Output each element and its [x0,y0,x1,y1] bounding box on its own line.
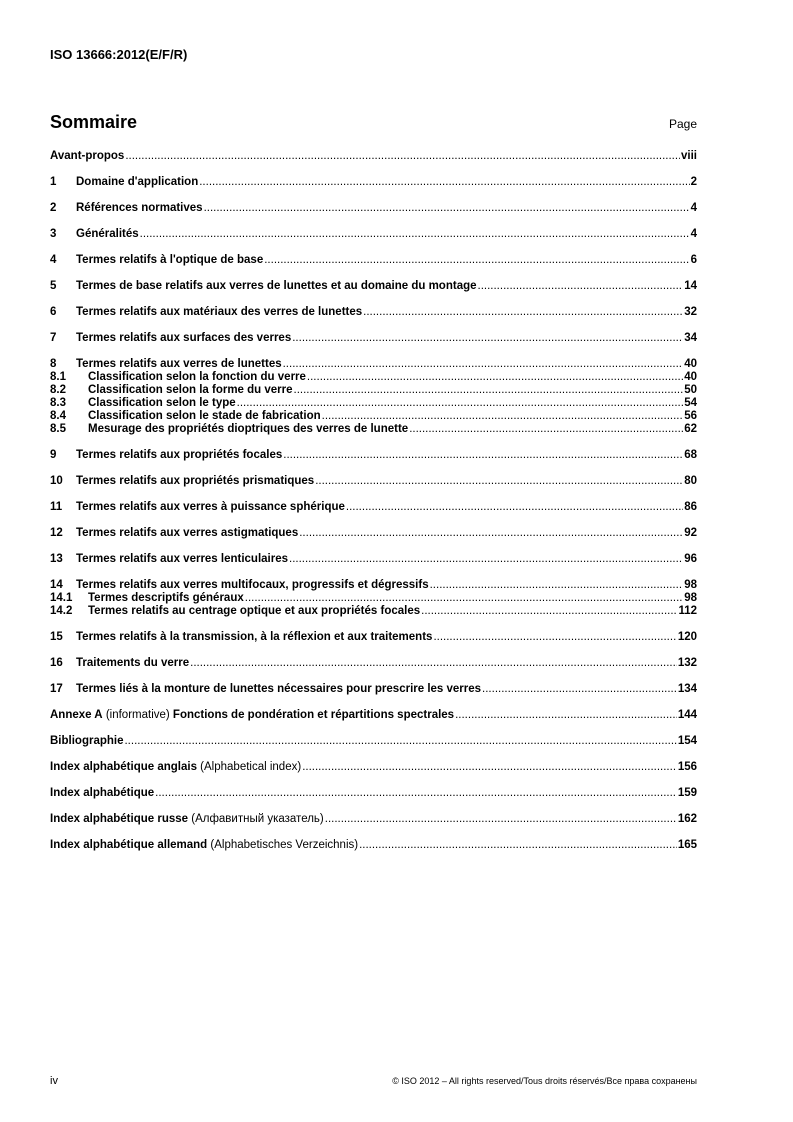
toc-leader-dots [302,761,677,774]
toc-entry-page: 68 [684,449,697,461]
toc-entry-number: 8.1 [50,371,66,383]
toc-entry-number: 6 [50,306,57,318]
page-column-label: Page [668,117,697,131]
toc-entry-page: 40 [684,371,697,383]
toc-entry-page: 165 [677,839,697,851]
toc-entry[interactable] [50,228,697,241]
toc-entry-number: 16 [50,657,63,669]
toc-entry[interactable] [50,709,697,722]
toc-entry[interactable] [50,280,697,293]
toc-leader-dots [363,306,683,319]
toc-entry-number: 4 [50,254,57,266]
toc-entry[interactable] [50,384,697,397]
toc-entry[interactable] [50,735,697,748]
toc-entry-title [76,332,291,345]
toc-entry-title-text: Annexe A [50,709,103,721]
toc-entry-page: 56 [684,410,697,422]
footer-page-number: iv [50,1075,58,1087]
toc-entry-number: 10 [50,475,63,487]
toc-leader-dots [289,553,683,566]
toc-entry-annex-type: (informative) [102,709,173,721]
toc-entry-title-text: Avant-propos [50,150,125,162]
toc-entry-title-text: Classification selon la fonction du verre [88,371,306,383]
toc-entry-number: 14.1 [50,592,73,604]
toc-entry-title-text: Termes relatifs aux matériaux des verres de lunettes [76,306,363,318]
toc-entry[interactable] [50,358,697,371]
toc-entry-page: 40 [684,358,697,370]
toc-entry-title-text: Bibliographie [50,735,124,747]
toc-entry-title-text: Généralités [76,228,139,240]
toc-entry-title-text: Index alphabétique allemand [50,839,208,851]
toc-leader-dots [124,735,676,748]
toc-entry-number: 7 [50,332,57,344]
toc-entry-title-text: Classification selon la forme du verre [88,384,293,396]
toc-entry-page: 14 [684,280,697,292]
toc-entry-title [88,410,321,423]
toc-leader-dots [430,579,684,592]
toc-entry-title [50,709,454,722]
toc-entry-title [88,592,244,605]
toc-leader-dots [140,228,690,241]
toc-entry-number: 12 [50,527,63,539]
toc-entry[interactable] [50,683,697,696]
toc-entry[interactable] [50,423,697,436]
toc-entry-title-text: Index alphabétique [50,787,155,799]
toc-entry[interactable] [50,176,697,189]
toc-entry-number: 9 [50,449,57,461]
toc-entry[interactable] [50,501,697,514]
toc-entry-title-text: Termes relatifs aux propriétés focales [76,449,283,461]
toc-entry-page: 132 [677,657,697,669]
toc-entry-page: 112 [678,605,697,617]
toc-entry-title [76,280,477,293]
toc-entry-title-text: Index alphabétique russe [50,813,189,825]
toc-entry-page: 98 [684,579,697,591]
toc-leader-dots [482,683,677,696]
toc-leader-dots [359,839,677,852]
toc-entry-number: 8 [50,358,57,370]
toc-entry-title [88,605,420,618]
toc-entry-title-text: Termes de base relatifs aux verres de lunettes et au domaine du montage [76,280,477,292]
toc-leader-dots [155,787,677,800]
toc-entry-number: 2 [50,202,57,214]
toc-entry-title-text: Termes relatifs au centrage optique et aux propriétés focales [88,605,421,617]
toc-entry-suffix: (Alphabetisches Verzeichnis) [207,839,359,851]
toc-leader-dots [478,280,684,293]
toc-leader-dots [299,527,683,540]
toc-entry-title [50,787,154,800]
toc-entry-page: 32 [684,306,697,318]
toc-entry[interactable] [50,449,697,462]
toc-entry-title-text: Termes relatifs à la transmission, à la réflexion et aux traitements [76,631,433,643]
toc-entry[interactable] [50,839,697,852]
toc-entry-page: viii [681,150,697,162]
toc-entry-suffix: (Alphabetical index) [196,761,302,773]
toc-entry-page: 4 [690,228,697,240]
toc-entry-page: 86 [684,501,697,513]
toc-entry-page: 134 [677,683,697,695]
toc-leader-dots [264,254,689,267]
toc-entry-page: 34 [684,332,697,344]
toc-entry-number: 8.5 [50,423,66,435]
toc-leader-dots [292,332,683,345]
toc-entry[interactable] [50,657,697,670]
toc-entry-number: 13 [50,553,63,565]
toc-entry[interactable] [50,254,697,267]
toc-entry-page: 144 [677,709,697,721]
toc-entry[interactable] [50,371,697,384]
toc-entry-title-text: Références normatives [76,202,203,214]
toc-entry-title [76,176,198,189]
toc-entry-title [76,527,298,540]
toc-entry-title [76,553,288,566]
toc-entry-title-text: Termes relatifs aux surfaces des verres [76,332,292,344]
toc-entry[interactable] [50,397,697,410]
toc-entry-title [76,449,282,462]
toc-leader-dots [322,410,684,423]
toc-entry-title [76,683,481,696]
toc-leader-dots [283,358,684,371]
toc-entry-title [50,839,358,852]
toc-entry-page: 62 [684,423,697,435]
toc-entry-title [76,254,263,267]
toc-entry-title [88,384,293,397]
toc-entry[interactable] [50,787,697,800]
toc-entry-title-text: Mesurage des propriétés dioptriques des verres de lunette [88,423,409,435]
toc-entry-number: 17 [50,683,63,695]
toc-entry-annex-title: Fonctions de pondération et répartitions spectrales [172,709,455,721]
toc-entry[interactable] [50,592,697,605]
toc-entry-title-text: Termes relatifs aux propriétés prismatiques [76,475,315,487]
toc-entry-title-text: Termes descriptifs généraux [88,592,244,604]
toc-entry-number: 14 [50,579,63,591]
toc-entry[interactable] [50,150,697,163]
toc-entry-number: 14.2 [50,605,73,617]
toc-leader-dots [204,202,690,215]
toc-entry-title-text: Termes relatifs aux verres de lunettes [76,358,282,370]
toc-entry-title [88,397,236,410]
toc-entry-title-text: Classification selon le stade de fabrication [88,410,321,422]
toc-leader-dots [190,657,677,670]
toc-entry-page: 96 [684,553,697,565]
toc-entry[interactable] [50,332,697,345]
toc-entry-title [76,202,203,215]
toc-entry-title [88,371,306,384]
toc-entry-title-text: Index alphabétique anglais [50,761,197,773]
toc-entry[interactable] [50,202,697,215]
toc-entry-number: 1 [50,176,57,188]
toc-leader-dots [325,813,677,826]
toc-entry-page: 54 [684,397,697,409]
toc-entry-title [76,501,345,514]
toc-leader-dots [294,384,684,397]
toc-entry-title-text: Traitements du verre [76,657,190,669]
toc-entry-page: 4 [690,202,697,214]
toc-leader-dots [455,709,677,722]
toc-entry-title-text: Classification selon le type [88,397,236,409]
toc-entry-number: 3 [50,228,57,240]
toc-entry-title [76,358,282,371]
footer-copyright: © ISO 2012 – All rights reserved/Tous droits réservés/Все права сохранены [392,1076,697,1086]
toc-entry-title [76,475,314,488]
toc-leader-dots [283,449,683,462]
toc-leader-dots [315,475,683,488]
toc-heading: Sommaire [50,112,138,132]
toc-leader-dots [409,423,683,436]
toc-leader-dots [245,592,683,605]
toc-entry[interactable] [50,306,697,319]
toc-entry[interactable] [50,605,697,618]
toc-entry-title [88,423,408,436]
toc-entry-page: 162 [677,813,697,825]
toc-entry[interactable] [50,527,697,540]
toc-leader-dots [421,605,677,618]
toc-entry-number: 5 [50,280,57,292]
toc-entry-page: 92 [684,527,697,539]
toc-entry-number: 11 [50,501,63,513]
toc-entry[interactable] [50,553,697,566]
toc-entry-title [50,813,324,826]
toc-entry-number: 15 [50,631,63,643]
toc-entry-number: 8.2 [50,384,66,396]
toc-entry-title-text: Termes relatifs aux verres lenticulaires [76,553,289,565]
toc-entry-title-text: Termes relatifs à l'optique de base [76,254,264,266]
toc-leader-dots [307,371,683,384]
toc-leader-dots [433,631,676,644]
toc-entry[interactable] [50,761,697,774]
toc-entry-page: 120 [677,631,697,643]
toc-entry-page: 6 [690,254,697,266]
toc-entry[interactable] [50,410,697,423]
toc-entry[interactable] [50,631,697,644]
toc-entry-title [76,579,429,592]
table-of-contents [50,150,697,852]
toc-entry-title [76,306,362,319]
toc-leader-dots [237,397,684,410]
toc-entry-title-text: Termes liés à la monture de lunettes nécessaires pour prescrire les verres [76,683,482,695]
toc-entry[interactable] [50,475,697,488]
toc-entry-page: 154 [677,735,697,747]
toc-entry-title [76,228,139,241]
toc-entry-title [50,761,301,774]
toc-entry-page: 156 [677,761,697,773]
toc-leader-dots [346,501,683,514]
toc-entry-title [76,657,189,670]
toc-entry-page: 50 [684,384,697,396]
toc-entry-page: 159 [677,787,697,799]
toc-leader-dots [125,150,680,163]
toc-entry-number: 8.4 [50,410,66,422]
toc-entry-page: 2 [690,176,697,188]
document-id: ISO 13666:2012(E/F/R) [50,47,188,62]
toc-entry-title-text: Termes relatifs aux verres multifocaux, progressifs et dégressifs [76,579,429,591]
toc-entry[interactable] [50,813,697,826]
toc-entry-suffix: (Алфавитный указатель) [188,813,324,825]
toc-entry-number: 8.3 [50,397,66,409]
toc-entry-title [50,735,123,748]
toc-entry-page: 80 [684,475,697,487]
toc-leader-dots [199,176,689,189]
toc-entry-title [50,150,124,163]
toc-entry-title [76,631,432,644]
toc-entry[interactable] [50,579,697,592]
toc-entry-title-text: Termes relatifs aux verres astigmatiques [76,527,299,539]
toc-entry-title-text: Termes relatifs aux verres à puissance sphérique [76,501,345,513]
toc-entry-title-text: Domaine d'application [76,176,199,188]
toc-entry-page: 98 [684,592,697,604]
